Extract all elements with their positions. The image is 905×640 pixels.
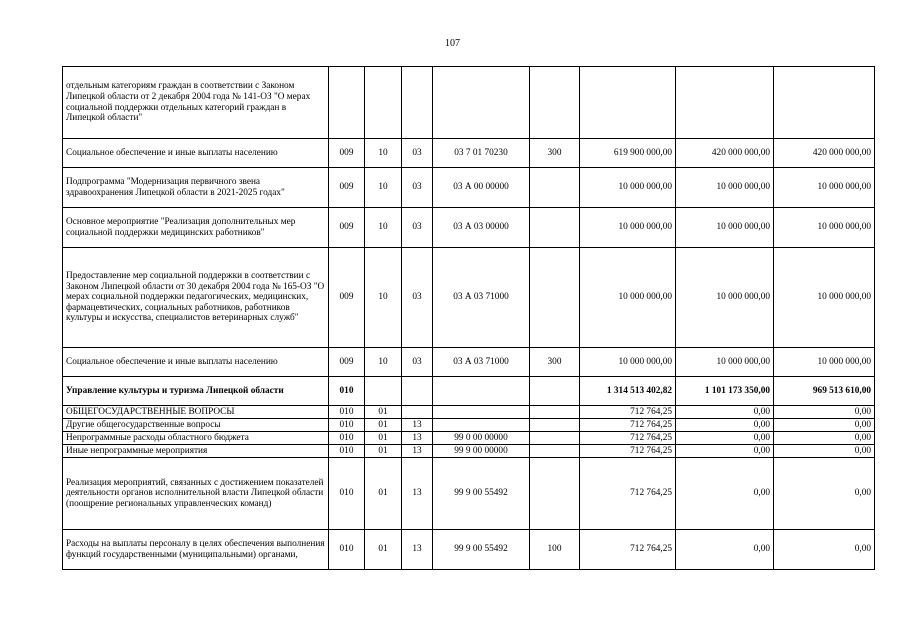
subsection-code-cell: 13 <box>402 432 433 445</box>
target-article-code-cell: 99 9 00 55492 <box>433 530 530 570</box>
target-article-code-cell <box>433 419 530 432</box>
ved-code-cell: 009 <box>329 208 365 248</box>
target-article-code-cell: 99 0 00 00000 <box>433 432 530 445</box>
ved-code-cell: 010 <box>329 458 365 530</box>
amount-year-1-cell <box>580 67 676 139</box>
subsection-code-cell: 13 <box>402 530 433 570</box>
ved-code-cell: 010 <box>329 419 365 432</box>
table-row <box>63 419 875 432</box>
table-row <box>63 67 875 139</box>
section-code-cell: 01 <box>365 419 402 432</box>
section-code-cell: 01 <box>365 458 402 530</box>
row-name-cell: ОБЩЕГОСУДАРСТВЕННЫЕ ВОПРОСЫ <box>63 406 329 419</box>
subsection-code-cell: 03 <box>402 248 433 348</box>
target-article-code-cell: 03 А 03 71000 <box>433 248 530 348</box>
subsection-code-cell: 13 <box>402 458 433 530</box>
row-name-cell: Управление культуры и туризма Липецкой области <box>63 377 329 406</box>
row-name-cell: Подпрограмма "Модернизация первичного звена здравоохранения Липецкой области в 2021-2025 годах" <box>63 168 329 208</box>
amount-year-1-cell: 712 764,25 <box>580 458 676 530</box>
ved-code-cell: 010 <box>329 377 365 406</box>
section-code-cell: 10 <box>365 208 402 248</box>
expense-type-code-cell <box>530 248 580 348</box>
expense-type-code-cell: 300 <box>530 348 580 377</box>
subsection-code-cell: 13 <box>402 419 433 432</box>
amount-year-3-cell: 0,00 <box>774 406 875 419</box>
amount-year-2-cell: 0,00 <box>676 419 774 432</box>
row-name-cell: Иные непрограммные мероприятия <box>63 445 329 458</box>
expense-type-code-cell <box>530 168 580 208</box>
subsection-code-cell: 13 <box>402 445 433 458</box>
expense-type-code-cell: 100 <box>530 530 580 570</box>
amount-year-3-cell: 10 000 000,00 <box>774 248 875 348</box>
amount-year-1-cell: 712 764,25 <box>580 432 676 445</box>
ved-code-cell <box>329 67 365 139</box>
target-article-code-cell: 03 А 03 00000 <box>433 208 530 248</box>
amount-year-2-cell: 0,00 <box>676 406 774 419</box>
section-code-cell: 10 <box>365 139 402 168</box>
row-name-cell: Непрограммные расходы областного бюджета <box>63 432 329 445</box>
amount-year-1-cell: 712 764,25 <box>580 445 676 458</box>
ved-code-cell: 009 <box>329 139 365 168</box>
target-article-code-cell: 03 А 00 00000 <box>433 168 530 208</box>
expense-type-code-cell: 300 <box>530 139 580 168</box>
amount-year-3-cell: 10 000 000,00 <box>774 208 875 248</box>
table-row <box>63 458 875 530</box>
amount-year-3-cell: 0,00 <box>774 419 875 432</box>
amount-year-1-cell: 10 000 000,00 <box>580 168 676 208</box>
amount-year-3-cell: 0,00 <box>774 432 875 445</box>
amount-year-1-cell: 712 764,25 <box>580 530 676 570</box>
section-code-cell: 10 <box>365 248 402 348</box>
amount-year-3-cell: 10 000 000,00 <box>774 348 875 377</box>
row-name-cell: Социальное обеспечение и иные выплаты населению <box>63 348 329 377</box>
row-name-cell: Расходы на выплаты персоналу в целях обеспечения выполнения функций государственными (муниципальными) органами, <box>63 530 329 570</box>
amount-year-2-cell: 1 101 173 350,00 <box>676 377 774 406</box>
row-name-cell: Другие общегосударственные вопросы <box>63 419 329 432</box>
expense-type-code-cell <box>530 458 580 530</box>
amount-year-2-cell: 0,00 <box>676 445 774 458</box>
subsection-code-cell <box>402 406 433 419</box>
section-code-cell: 01 <box>365 432 402 445</box>
table-row <box>63 348 875 377</box>
row-name-cell: Реализация мероприятий, связанных с достижением показателей деятельности органов исполнительной власти Липецкой области (поощрение региональных управленческих команд) <box>63 458 329 530</box>
ved-code-cell: 009 <box>329 168 365 208</box>
table-row <box>63 208 875 248</box>
ved-code-cell: 010 <box>329 432 365 445</box>
target-article-code-cell <box>433 377 530 406</box>
target-article-code-cell: 03 А 03 71000 <box>433 348 530 377</box>
budget-table <box>62 66 875 570</box>
amount-year-3-cell: 420 000 000,00 <box>774 139 875 168</box>
table-row <box>63 530 875 570</box>
amount-year-2-cell: 0,00 <box>676 432 774 445</box>
amount-year-1-cell: 712 764,25 <box>580 419 676 432</box>
target-article-code-cell: 03 7 01 70230 <box>433 139 530 168</box>
expense-type-code-cell <box>530 445 580 458</box>
amount-year-1-cell: 10 000 000,00 <box>580 348 676 377</box>
amount-year-3-cell <box>774 67 875 139</box>
section-code-cell: 10 <box>365 348 402 377</box>
section-code-cell: 01 <box>365 445 402 458</box>
section-code-cell: 01 <box>365 406 402 419</box>
amount-year-2-cell: 10 000 000,00 <box>676 208 774 248</box>
target-article-code-cell <box>433 67 530 139</box>
amount-year-3-cell: 0,00 <box>774 445 875 458</box>
amount-year-2-cell: 10 000 000,00 <box>676 248 774 348</box>
subsection-code-cell: 03 <box>402 139 433 168</box>
subsection-code-cell: 03 <box>402 348 433 377</box>
subsection-code-cell: 03 <box>402 208 433 248</box>
amount-year-2-cell: 10 000 000,00 <box>676 348 774 377</box>
expense-type-code-cell <box>530 419 580 432</box>
subsection-code-cell <box>402 377 433 406</box>
amount-year-3-cell: 0,00 <box>774 458 875 530</box>
row-name-cell: Основное мероприятие "Реализация дополнительных мер социальной поддержки медицинских работников" <box>63 208 329 248</box>
amount-year-1-cell: 1 314 513 402,82 <box>580 377 676 406</box>
ved-code-cell: 010 <box>329 445 365 458</box>
subsection-code-cell: 03 <box>402 168 433 208</box>
amount-year-1-cell: 712 764,25 <box>580 406 676 419</box>
ved-code-cell: 010 <box>329 530 365 570</box>
section-code-cell <box>365 67 402 139</box>
table-row <box>63 139 875 168</box>
expense-type-code-cell <box>530 208 580 248</box>
ved-code-cell: 010 <box>329 406 365 419</box>
table-row <box>63 168 875 208</box>
table-row <box>63 248 875 348</box>
expense-type-code-cell <box>530 432 580 445</box>
amount-year-2-cell <box>676 67 774 139</box>
row-name-cell: Социальное обеспечение и иные выплаты населению <box>63 139 329 168</box>
amount-year-2-cell: 10 000 000,00 <box>676 168 774 208</box>
section-code-cell: 01 <box>365 530 402 570</box>
amount-year-2-cell: 0,00 <box>676 458 774 530</box>
page-number: 107 <box>445 38 460 49</box>
amount-year-3-cell: 969 513 610,00 <box>774 377 875 406</box>
amount-year-3-cell: 0,00 <box>774 530 875 570</box>
ved-code-cell: 009 <box>329 348 365 377</box>
amount-year-1-cell: 619 900 000,00 <box>580 139 676 168</box>
section-code-cell: 10 <box>365 168 402 208</box>
budget-table-body <box>63 67 875 570</box>
table-row <box>63 445 875 458</box>
expense-type-code-cell <box>530 67 580 139</box>
amount-year-2-cell: 420 000 000,00 <box>676 139 774 168</box>
section-code-cell <box>365 377 402 406</box>
target-article-code-cell: 99 9 00 55492 <box>433 458 530 530</box>
table-row <box>63 377 875 406</box>
subsection-code-cell <box>402 67 433 139</box>
amount-year-3-cell: 10 000 000,00 <box>774 168 875 208</box>
ved-code-cell: 009 <box>329 248 365 348</box>
amount-year-1-cell: 10 000 000,00 <box>580 208 676 248</box>
row-name-cell: отдельным категориям граждан в соответствии с Законом Липецкой области от 2 декабря 2004 года № 141-ОЗ "О мерах социальной поддержки отдельных категорий граждан в Липецкой области" <box>63 67 329 139</box>
amount-year-1-cell: 10 000 000,00 <box>580 248 676 348</box>
amount-year-2-cell: 0,00 <box>676 530 774 570</box>
row-name-cell: Предоставление мер социальной поддержки в соответствии с Законом Липецкой области от 30 декабря 2004 года № 165-ОЗ "О мерах социальной поддержки педагогических, медицинских, фармацевтических, социальных работников, работников культуры и искусства, специалистов ветеринарных служб" <box>63 248 329 348</box>
table-row <box>63 432 875 445</box>
expense-type-code-cell <box>530 377 580 406</box>
table-row <box>63 406 875 419</box>
target-article-code-cell <box>433 406 530 419</box>
target-article-code-cell: 99 9 00 00000 <box>433 445 530 458</box>
expense-type-code-cell <box>530 406 580 419</box>
